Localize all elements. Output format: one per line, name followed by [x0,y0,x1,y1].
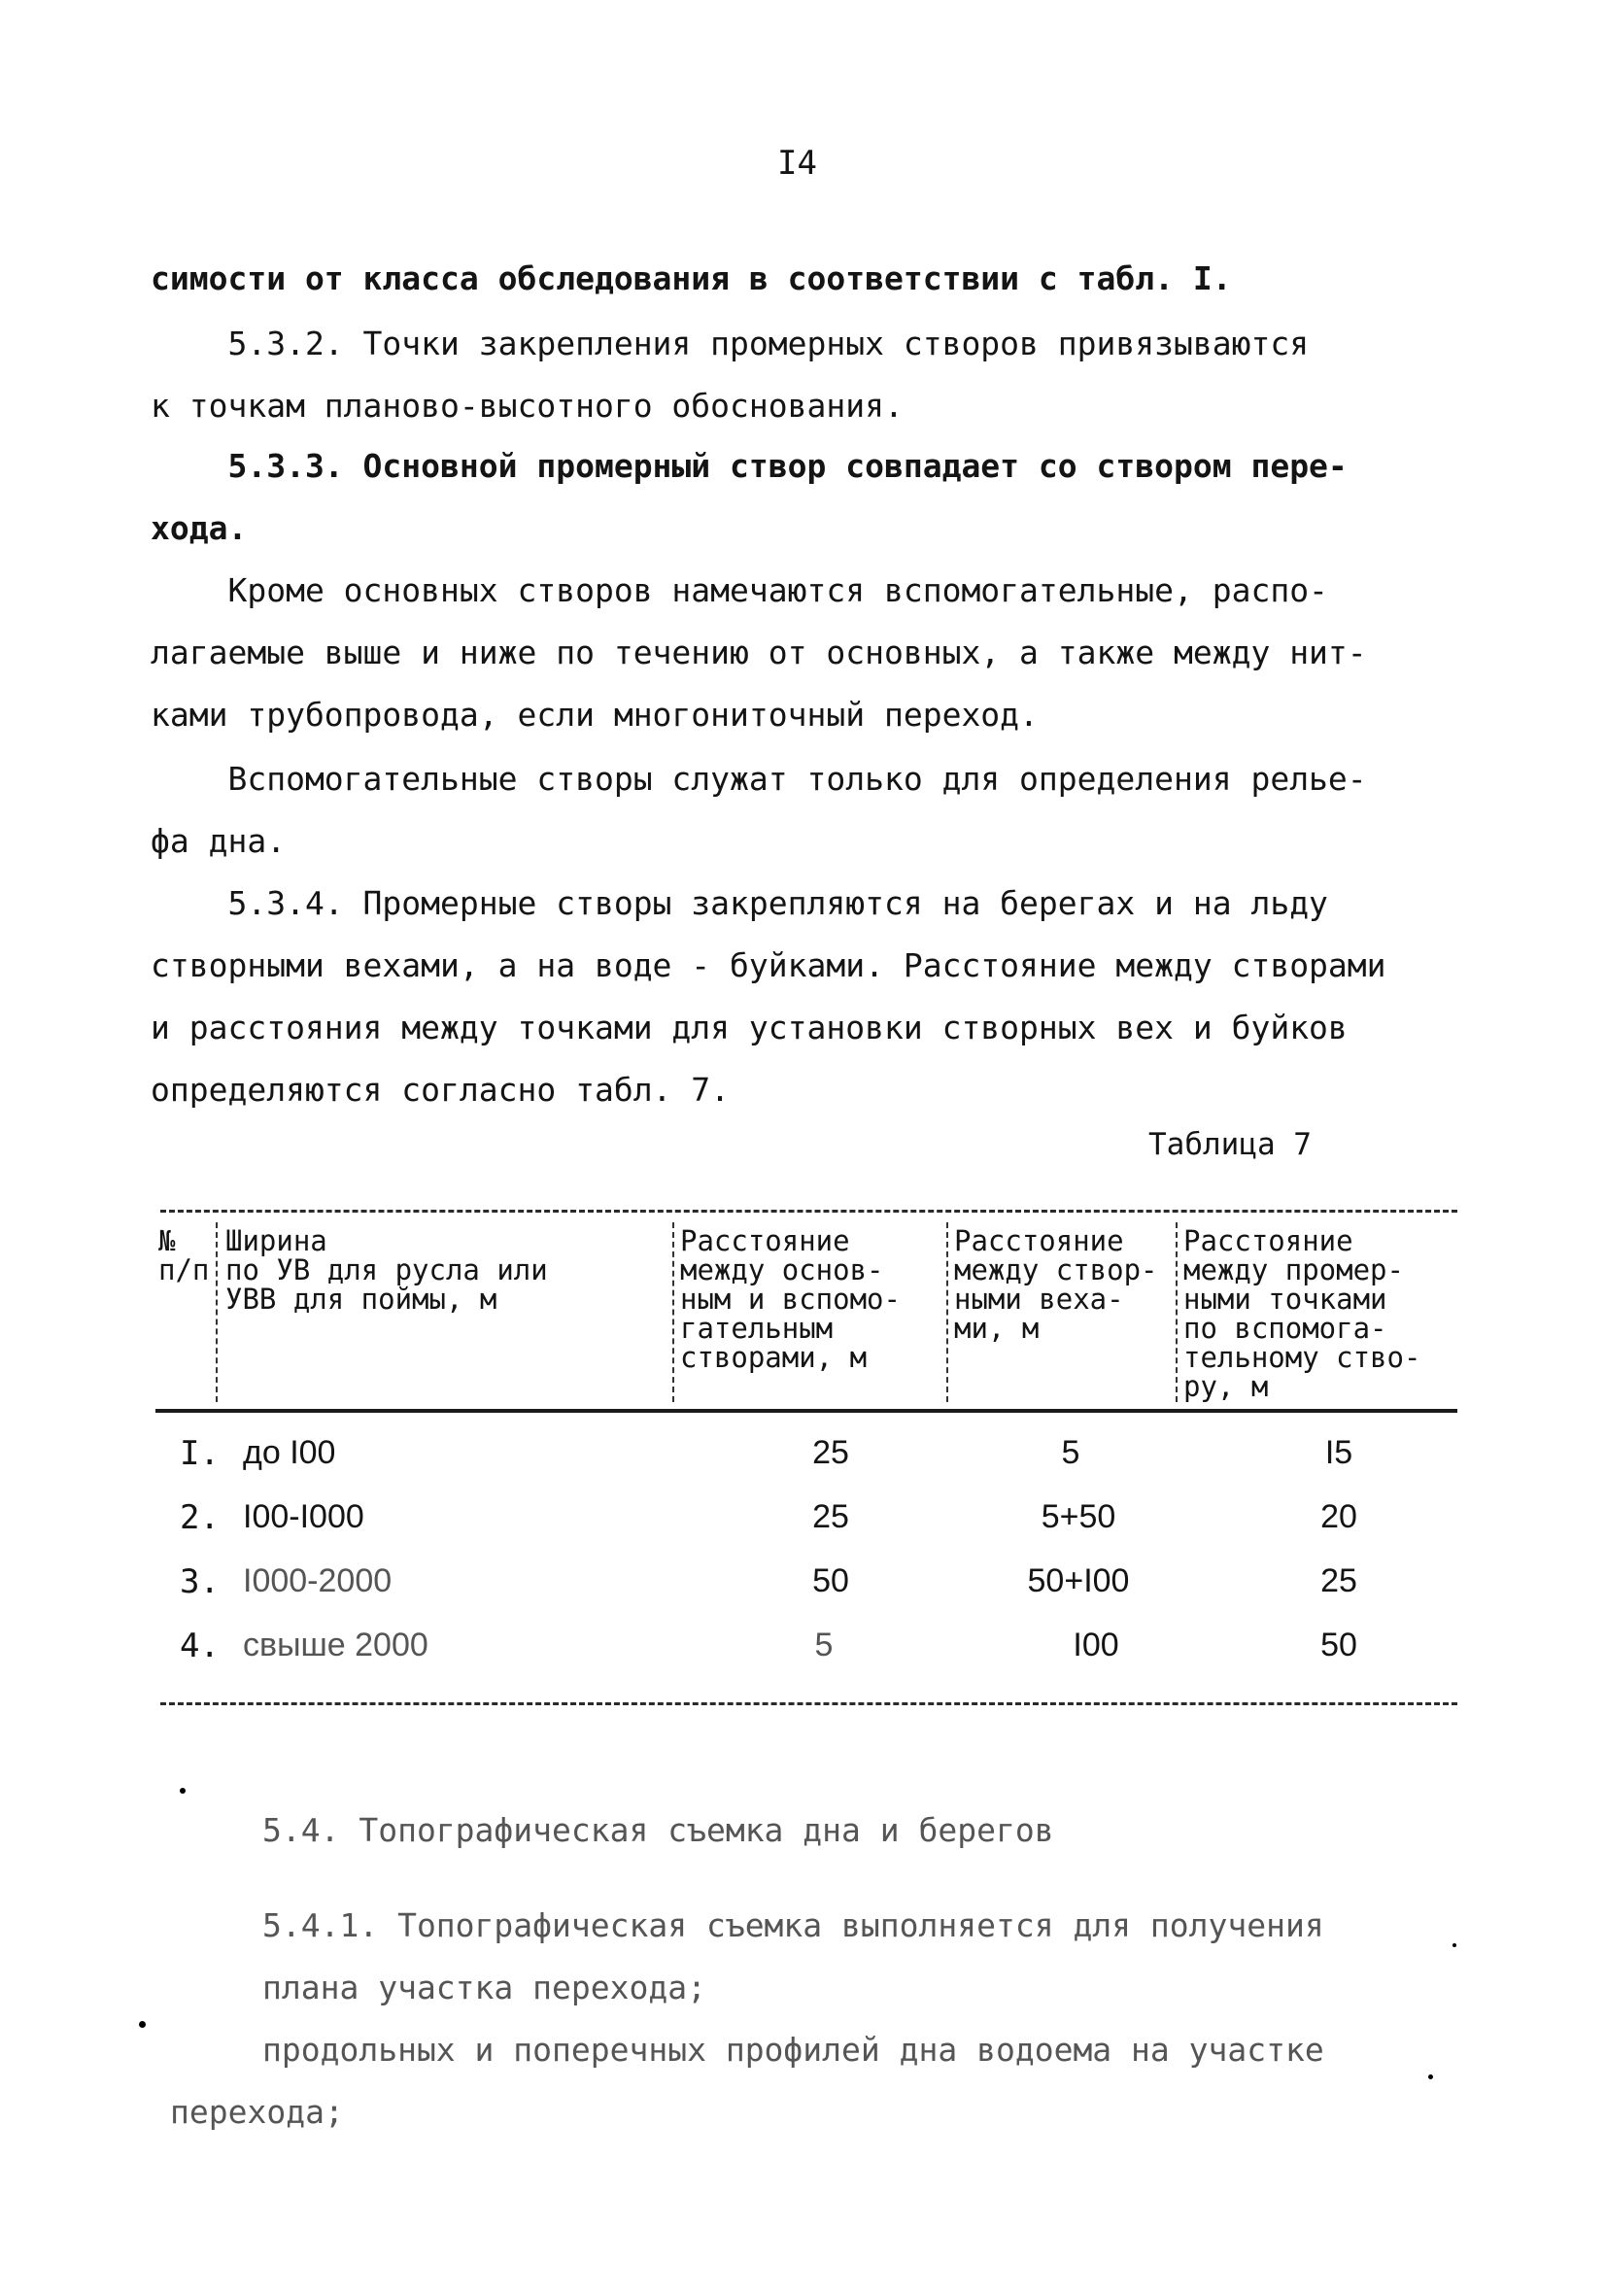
text-line: 5.4.1. Топографическая съемка выполняется для получения [262,1906,1324,1944]
table-bottom-rule [160,1702,1457,1705]
scan-speck [1428,2074,1433,2079]
text-line: фа дна. [151,822,287,860]
text-line: симости от класса обследования в соответствии с табл. I. [151,259,1232,297]
cell-between-points: 50 [1320,1627,1357,1663]
table-header-rule [155,1409,1457,1413]
scan-speck [180,1788,186,1794]
paragraph-auxiliary-lines [151,560,1367,746]
paragraph-1 [151,248,1232,310]
text-line: ками трубопровода, если многониточный переход. [151,696,1039,734]
row-number: 3. [180,1562,220,1601]
table-top-rule [160,1210,1457,1213]
cell-between-main-aux: 5 [814,1627,834,1663]
header-width: Ширина по УВ для русла или УВВ для поймы, м [225,1224,548,1316]
page-number: I4 [777,144,817,183]
column-divider [946,1222,948,1402]
column-divider [672,1222,674,1402]
cell-width: I00-I000 [243,1498,364,1535]
cell-between-poles: I00 [1073,1627,1119,1663]
column-divider [216,1222,218,1402]
text-line: Вспомогательные створы служат только для определения релье- [151,760,1367,798]
text-line: 5.3.4. Промерные створы закрепляются на берегах и на льду [151,884,1328,922]
header-between-poles: Расстояние между створ- ными веха- ми, м [954,1224,1158,1345]
paragraph-5-3-2 [151,313,1309,437]
row-number: I. [180,1434,220,1473]
text-line: плана участка перехода; [262,1969,706,2006]
column-divider [1176,1222,1178,1402]
text-line: хода. [151,509,248,547]
header-between-main-aux: Расстояние между основ- ным и вспомо- гательным створами, м [680,1224,901,1374]
paragraph-5-4-1 [262,1895,1324,2081]
cell-between-points: 25 [1320,1562,1357,1599]
cell-between-poles: 5+50 [1041,1498,1116,1535]
paragraph-5-3-4 [151,873,1386,1121]
cell-width: до I00 [243,1434,336,1471]
scan-speck [1452,1943,1456,1947]
text-line: 5.3.2. Точки закрепления промерных створов привязываются [151,325,1310,362]
cell-between-poles: 5 [1061,1434,1080,1471]
table-title: Таблица 7 [1148,1127,1312,1162]
cell-width: свыше 2000 [243,1627,428,1663]
cell-between-main-aux: 50 [812,1562,849,1599]
cell-between-main-aux: 25 [812,1434,849,1471]
text-line: к точкам планово-высотного обоснования. [151,387,904,425]
cell-width: I000-2000 [243,1562,393,1599]
cell-between-main-aux: 25 [812,1498,849,1535]
header-between-points: Расстояние между промер- ными точками по вспомога- тельному ство- ру, м [1183,1224,1421,1403]
section-title: 5.4. Топографическая съемка дна и берегов [262,1811,1054,1849]
paragraph-relief [151,748,1367,873]
text-line: продольных и поперечных профилей дна водоема на участке [262,2031,1324,2069]
header-number: № п/п [158,1224,210,1286]
text-line: лагаемые выше и ниже по течению от основных, а также между нит- [151,634,1367,671]
text-line: и расстояния между точками для установки створных вех и буйков [151,1009,1348,1046]
cell-between-points: 20 [1320,1498,1357,1535]
row-number: 4. [180,1627,220,1665]
cell-between-poles: 50+I00 [1027,1562,1130,1599]
text-line: Кроме основных створов намечаются вспомогательные, распо- [151,571,1328,609]
text-line: створными вехами, а на воде - буйками. Расстояние между створами [151,946,1386,984]
text-line: 5.3.3. Основной промерный створ совпадает со створом пере- [151,447,1348,485]
paragraph-5-3-3 [151,435,1348,560]
scan-speck [139,2021,146,2028]
row-number: 2. [180,1498,220,1537]
text-line: перехода; [170,2093,344,2131]
cell-between-points: I5 [1324,1434,1353,1471]
text-line: определяются согласно табл. 7. [151,1071,731,1109]
